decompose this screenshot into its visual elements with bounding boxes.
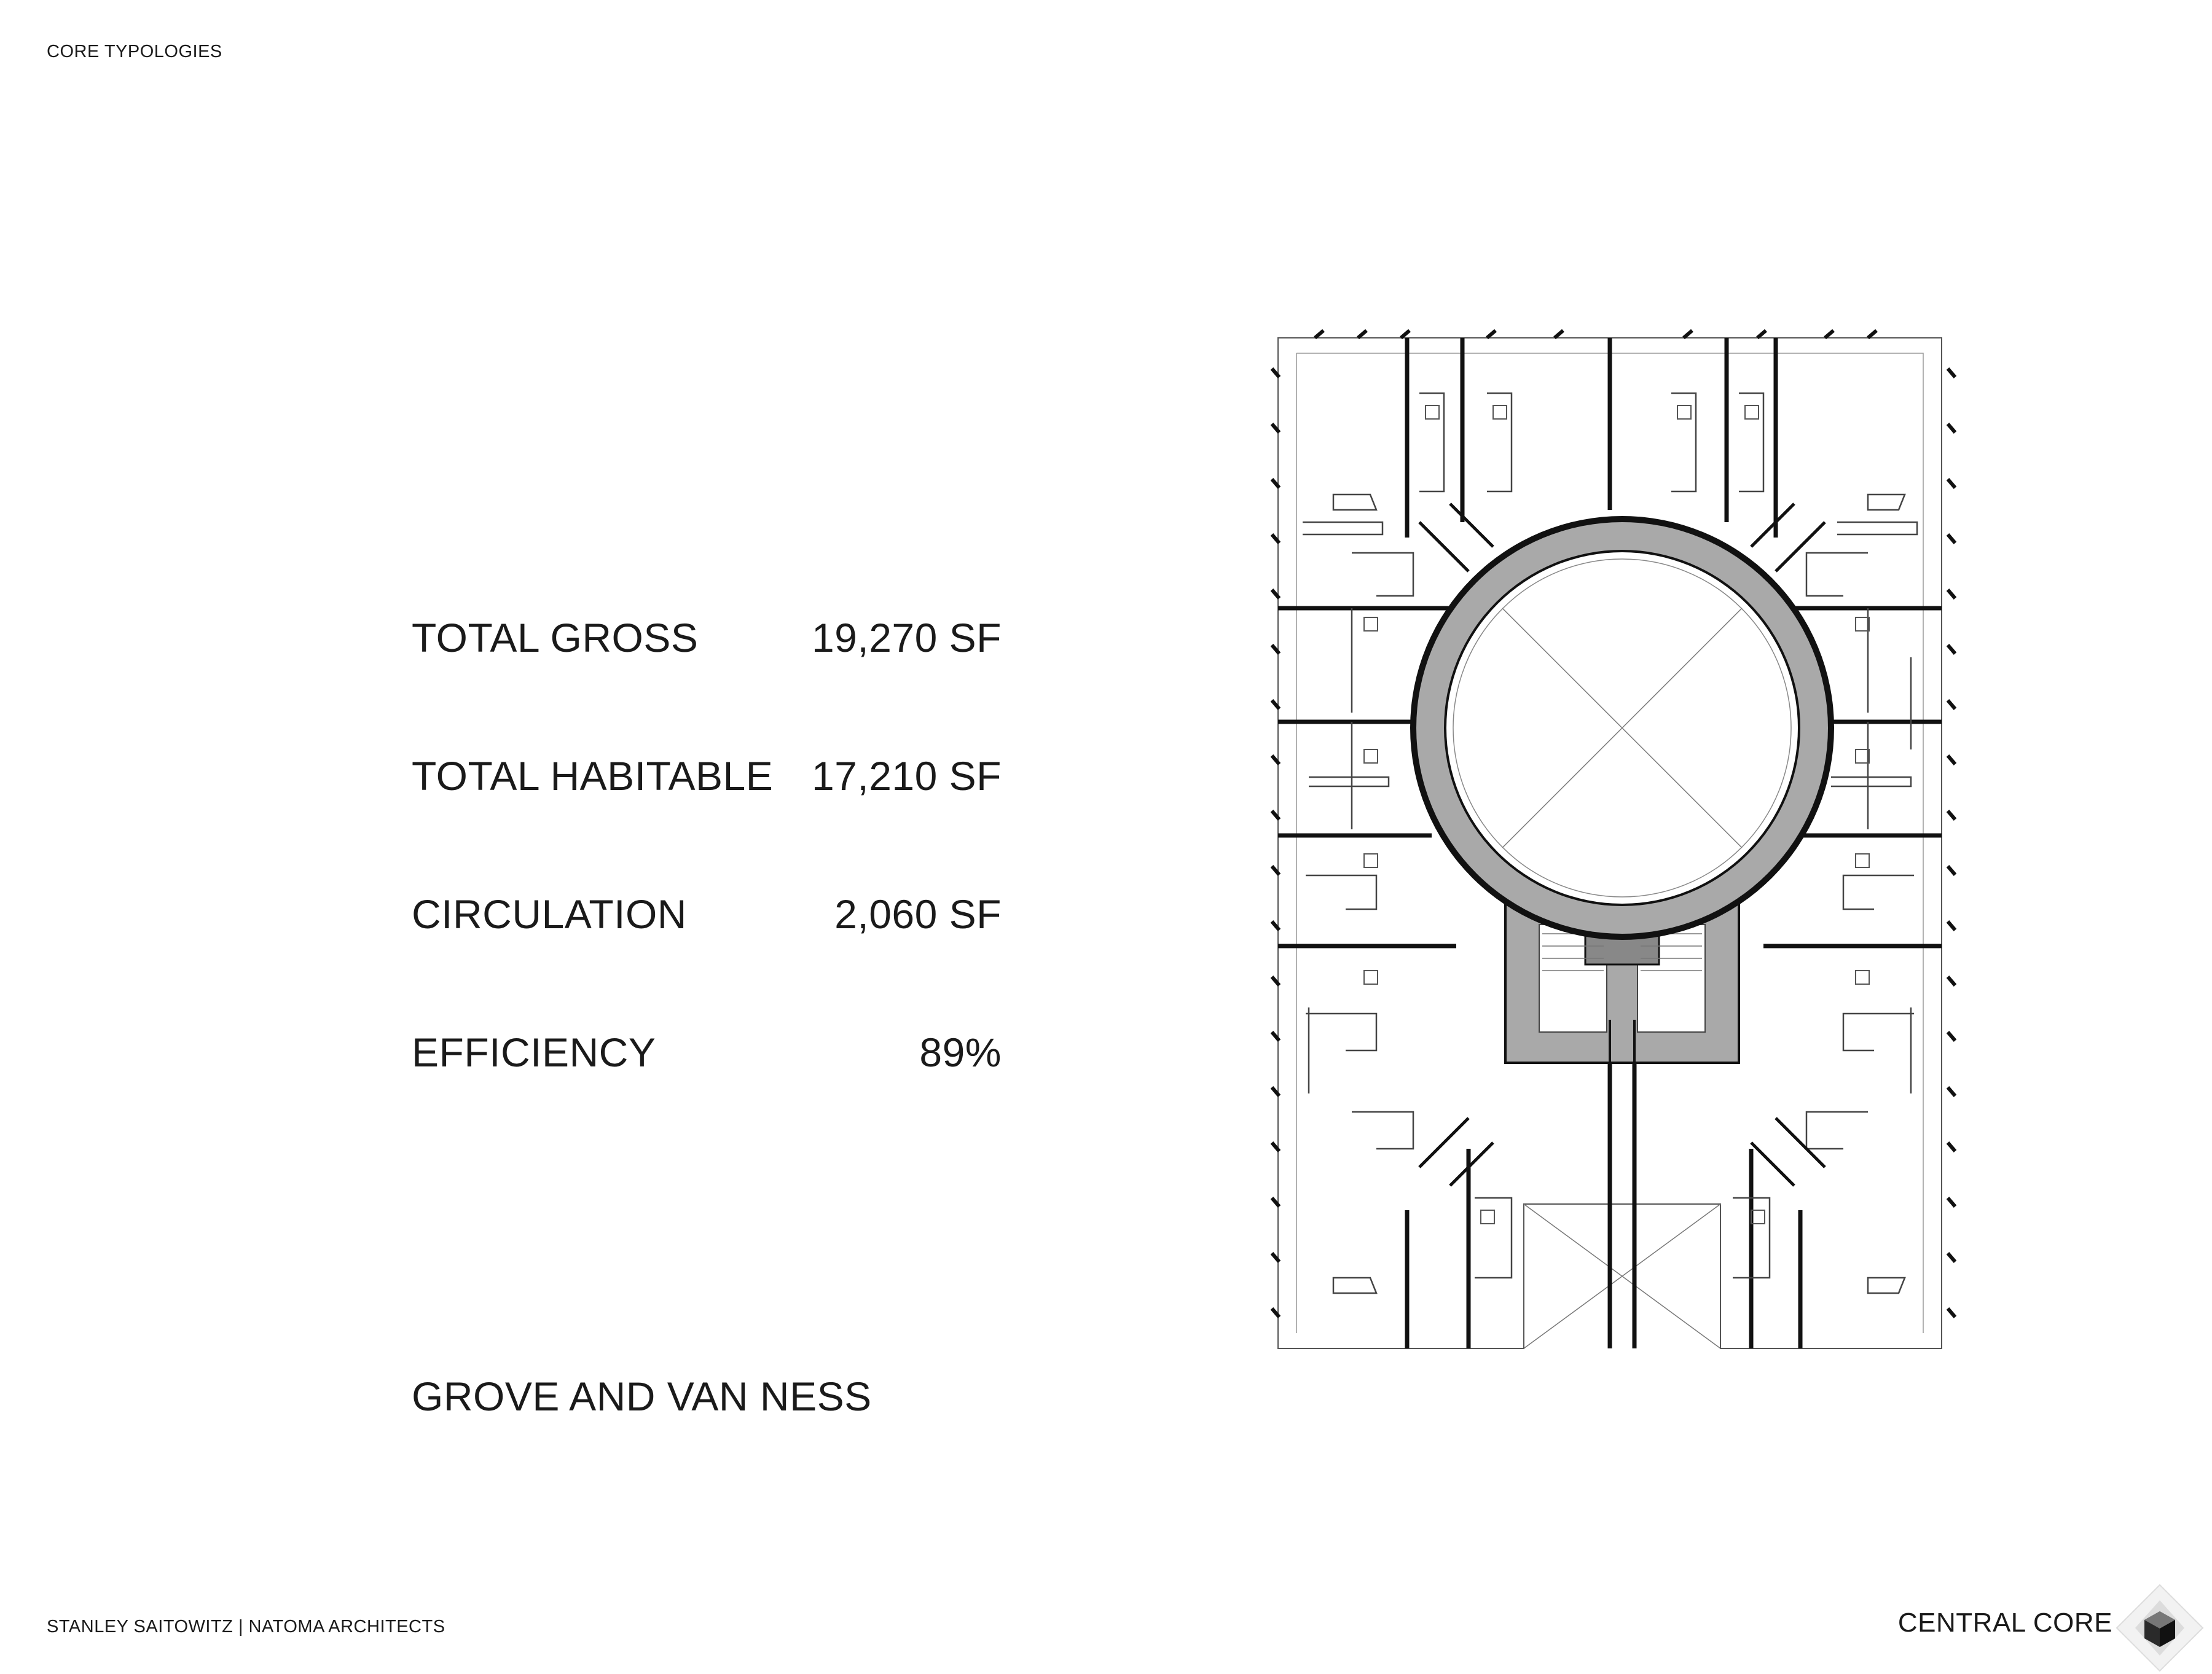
stat-row-total-gross [412, 614, 1002, 753]
stat-value: 19,270 SF [811, 615, 1002, 660]
footer-credits: STANLEY SAITOWITZ | NATOMA ARCHITECTS [47, 1617, 445, 1637]
stats-table [412, 614, 1002, 1167]
firm-logo-diamond-icon [2114, 1582, 2206, 1674]
stat-value: 17,210 SF [811, 753, 1002, 799]
stat-label: TOTAL GROSS [412, 615, 699, 660]
stat-label: EFFICIENCY [412, 1030, 656, 1075]
core-type-label: CENTRAL CORE [1897, 1608, 2112, 1638]
floor-plan [1253, 319, 1991, 1364]
stat-value: 2,060 SF [834, 891, 1002, 937]
stat-row-circulation [412, 891, 1002, 1029]
stat-label: TOTAL HABITABLE [412, 753, 774, 799]
stat-row-efficiency [412, 1029, 1002, 1167]
stat-value: 89% [919, 1030, 1002, 1075]
section-title: CORE TYPOLOGIES [47, 42, 222, 61]
project-name: GROVE AND VAN NESS [412, 1374, 872, 1419]
stat-label: CIRCULATION [412, 891, 687, 937]
stat-row-total-habitable [412, 753, 1002, 891]
